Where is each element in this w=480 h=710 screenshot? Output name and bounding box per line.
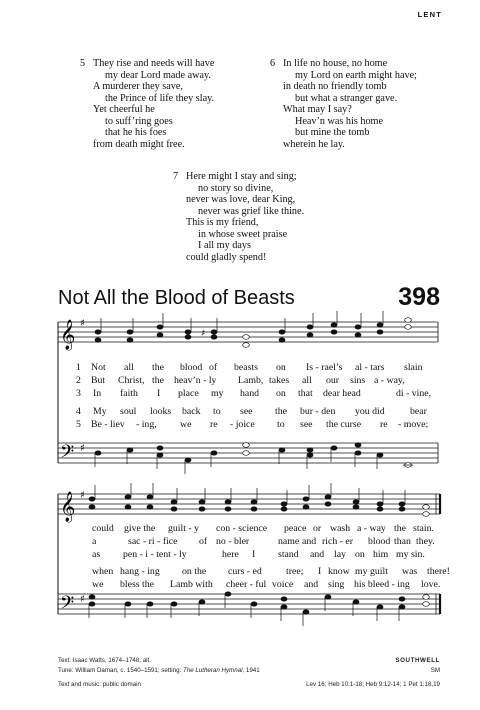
lyric-word: we — [180, 419, 192, 430]
stanza-7 — [173, 171, 373, 263]
stanza-line: from death might free. — [93, 138, 185, 150]
lyric-word: all — [302, 375, 312, 386]
lyric-word: hang - ing — [120, 566, 160, 577]
scripture-references: Lev 16; Heb 10:1-18; Heb 9:12-14; 1 Pet 1:18,19 — [306, 681, 440, 688]
lyric-word: heav’n - ly — [174, 375, 217, 386]
stanza-line: never was love, dear King, — [186, 194, 296, 205]
lyric-word: the — [152, 375, 164, 386]
verse-number: 2 — [76, 375, 81, 386]
bass-staff — [58, 594, 440, 614]
lyric-word: di - vine, — [396, 388, 432, 399]
lyric-word: In — [93, 388, 102, 399]
lyric-word: no - bler — [216, 536, 250, 547]
lyric-word: back — [182, 406, 201, 417]
lyrics-system-1-verse-1 — [0, 362, 480, 375]
lyric-word: when — [92, 566, 114, 577]
lyric-word: our — [326, 375, 340, 386]
bass-clef-icon: 𝄢 — [60, 593, 75, 618]
lyric-word: was — [402, 566, 418, 577]
lyric-word: of — [209, 362, 218, 373]
lyric-word: the curse — [326, 419, 362, 430]
lyric-word: sins — [350, 375, 366, 386]
lyrics-system-1-verse-5 — [0, 419, 480, 432]
lyric-word: faith — [120, 388, 138, 399]
lyric-word: - joice — [230, 419, 255, 430]
lyric-word: pen - i - tent - ly — [123, 549, 187, 560]
verse-number: 4 — [76, 406, 81, 417]
stanza-line: to suff’ring goes — [105, 115, 173, 127]
lyric-word: bless the — [120, 579, 155, 590]
lyric-word: see — [240, 406, 253, 417]
stanza-line: They rise and needs will have — [93, 58, 215, 69]
verse-number: 5 — [76, 419, 81, 430]
lyric-word: But — [91, 375, 106, 386]
lyric-word: a — [92, 536, 97, 547]
lyric-word: blood — [180, 362, 203, 373]
stanza-line: I all my days — [198, 240, 251, 251]
stanza-line: but mine the tomb — [295, 127, 370, 138]
stanza-line: Heav’n was his home — [295, 115, 383, 127]
lyric-word: bear — [410, 406, 427, 417]
lyric-word: know — [328, 566, 350, 577]
lyric-word: all — [124, 362, 134, 373]
lyrics-system-1-verse-3 — [0, 388, 480, 401]
lyric-word: rich - er — [322, 536, 354, 547]
key-signature-sharp-icon: ♯ — [80, 594, 85, 605]
lyric-word: there! — [427, 566, 450, 577]
lyric-word: Christ, — [118, 375, 145, 386]
stanza-line: but what a stranger gave. — [295, 92, 398, 104]
lyric-word: see — [300, 419, 313, 430]
lyric-word: - ing, — [136, 419, 157, 430]
lyric-word: his bleed - ing — [354, 579, 410, 590]
lyric-word: Be - liev — [91, 419, 125, 430]
lyric-word: the — [152, 362, 164, 373]
stanza-line: Here might I stay and sing; — [186, 171, 297, 182]
stanza-line: my Lord on earth might have; — [295, 69, 417, 81]
lyric-word: slain — [404, 362, 423, 373]
key-signature-sharp-icon: ♯ — [80, 443, 85, 454]
lyrics-system-2-verse-2 — [0, 536, 480, 549]
lyric-word: Is - rael’s — [306, 362, 343, 373]
lyrics-system-2-verse-4 — [0, 566, 480, 579]
lyric-word: I — [157, 388, 161, 399]
lyric-word: my guilt — [355, 566, 388, 577]
lyric-word: wash — [330, 523, 351, 534]
stanza-line: no story so divine, — [198, 182, 274, 194]
lyric-word: of — [199, 536, 208, 547]
lyric-word: - move; — [398, 419, 429, 430]
hymn-number: 398 — [398, 283, 440, 311]
lyric-word: we — [92, 579, 104, 590]
lyric-word: my — [211, 388, 224, 399]
lyric-word: I — [252, 549, 256, 560]
lyrics-system-2-verse-1 — [0, 523, 480, 536]
lyric-word: looks — [150, 406, 172, 417]
lyric-word: or — [313, 523, 322, 534]
lyric-word: on — [355, 549, 365, 560]
lyric-word: on — [276, 362, 286, 373]
stanza-line: Yet cheerful he — [93, 104, 155, 115]
lyric-word: hand — [240, 388, 260, 399]
lyric-word: the — [275, 406, 287, 417]
lyrics-system-2-verse-5 — [0, 579, 480, 592]
lyric-word: stand — [278, 549, 299, 560]
lyric-word: Lamb, — [238, 375, 264, 386]
meter: SM — [430, 667, 440, 674]
lyric-word: soul — [120, 406, 137, 417]
treble-clef-icon: 𝄞 — [60, 492, 76, 522]
lyric-word: as — [92, 549, 101, 560]
lyric-word: and — [310, 549, 325, 560]
lyric-word: him — [373, 549, 389, 560]
lyric-word: dear head — [323, 388, 361, 399]
lyric-word: on the — [182, 566, 207, 577]
stanza-number: 5 — [80, 58, 86, 69]
lyric-word: blood — [368, 536, 391, 547]
lyric-word: re — [380, 419, 388, 430]
lyric-word: takes — [269, 375, 290, 386]
stanza-line: my dear Lord made away. — [105, 69, 211, 81]
bass-notes — [95, 443, 413, 474]
lyric-word: guilt - y — [168, 523, 200, 534]
bass-clef-icon: 𝄢 — [60, 442, 75, 467]
lyric-word: love. — [421, 579, 441, 590]
lyric-word: con - science — [216, 523, 268, 534]
lyric-word: curs - ed — [228, 566, 262, 577]
lyric-word: tree; — [286, 566, 304, 577]
verse-number: 1 — [76, 362, 81, 373]
stanza-6 — [270, 58, 450, 150]
lyric-word: my sin. — [396, 549, 425, 560]
lyric-word: Lamb with — [170, 579, 213, 590]
tune-credit: Tune: William Daman, c. 1540–1591; setting: The Lutheran Hymnal, 1941 — [58, 667, 260, 674]
lyric-word: and — [304, 579, 319, 590]
lyric-word: beasts — [234, 362, 258, 373]
lyric-word: name — [278, 536, 300, 547]
lyric-word: that — [298, 388, 313, 399]
treble-notes — [89, 483, 429, 516]
hymn-title: Not All the Blood of Beasts — [58, 287, 295, 309]
lyric-word: My — [93, 406, 107, 417]
stanza-line: In life no house, no home — [283, 58, 388, 69]
stanza-line: This is my friend, — [186, 217, 259, 228]
lyric-word: cheer - ful — [226, 579, 267, 590]
sharp-accidental-icon: ♯ — [201, 329, 206, 339]
lyric-word: sing — [328, 579, 345, 590]
lyric-word: a - way — [357, 523, 386, 534]
lyric-word: stain. — [413, 523, 434, 534]
stanza-line: never was grief like thine. — [198, 205, 305, 217]
stanza-line: in whose sweet praise — [198, 228, 288, 240]
lyric-word: they. — [416, 536, 435, 547]
lyric-word: on — [276, 388, 286, 399]
section-label: LENT — [417, 10, 442, 19]
credits — [58, 656, 318, 690]
stanza-line: in death no friendly tomb — [283, 81, 387, 92]
lyric-word: lay — [334, 549, 346, 560]
stanza-line: could gladly spend! — [186, 251, 267, 263]
lyric-word: re — [210, 419, 218, 430]
key-signature-sharp-icon: ♯ — [80, 318, 85, 329]
stanza-line: the Prince of life they slay. — [105, 92, 215, 104]
lyric-word: al - tars — [355, 362, 385, 373]
lyrics-system-2-verse-3 — [0, 549, 480, 562]
stanza-line: What may I say? — [283, 104, 352, 115]
lyric-word: you did — [355, 406, 385, 417]
verse-number: 3 — [76, 388, 81, 399]
lyric-word: than — [394, 536, 411, 547]
text-credit: Text: Isaac Watts, 1674–1748, alt. — [58, 657, 151, 664]
treble-clef-icon: 𝄞 — [60, 320, 76, 350]
key-signature-sharp-icon: ♯ — [80, 490, 85, 501]
lyric-word: sac - ri - fice — [128, 536, 178, 547]
stanza-number: 6 — [270, 58, 276, 69]
lyric-word: to — [277, 419, 285, 430]
lyrics-system-1-verse-4 — [0, 406, 480, 419]
lyric-word: here — [222, 549, 239, 560]
lyric-word: could — [92, 523, 114, 534]
lyric-word: give the — [124, 523, 156, 534]
stanza-line: wherein he lay. — [283, 138, 345, 150]
stanza-line: A murderer they save, — [93, 81, 183, 92]
lyric-word: place — [178, 388, 199, 399]
tune-name: SOUTHWELL — [395, 657, 440, 664]
lyric-word: to — [213, 406, 221, 417]
lyric-word: the — [394, 523, 406, 534]
lyric-word: I — [318, 566, 322, 577]
rights-notice: Text and music: public domain — [58, 681, 141, 688]
lyric-word: Not — [91, 362, 106, 373]
stanza-5 — [80, 58, 260, 150]
lyric-word: and — [302, 536, 317, 547]
stanza-number: 7 — [173, 171, 179, 182]
lyric-word: voice — [272, 579, 294, 590]
tune-info — [306, 656, 440, 690]
lyric-word: bur - den — [300, 406, 336, 417]
lyric-word: peace — [284, 523, 307, 534]
lyrics-system-1-verse-2 — [0, 375, 480, 388]
lyric-word: a - way, — [374, 375, 405, 386]
stanza-line: that he his foes — [105, 127, 167, 138]
